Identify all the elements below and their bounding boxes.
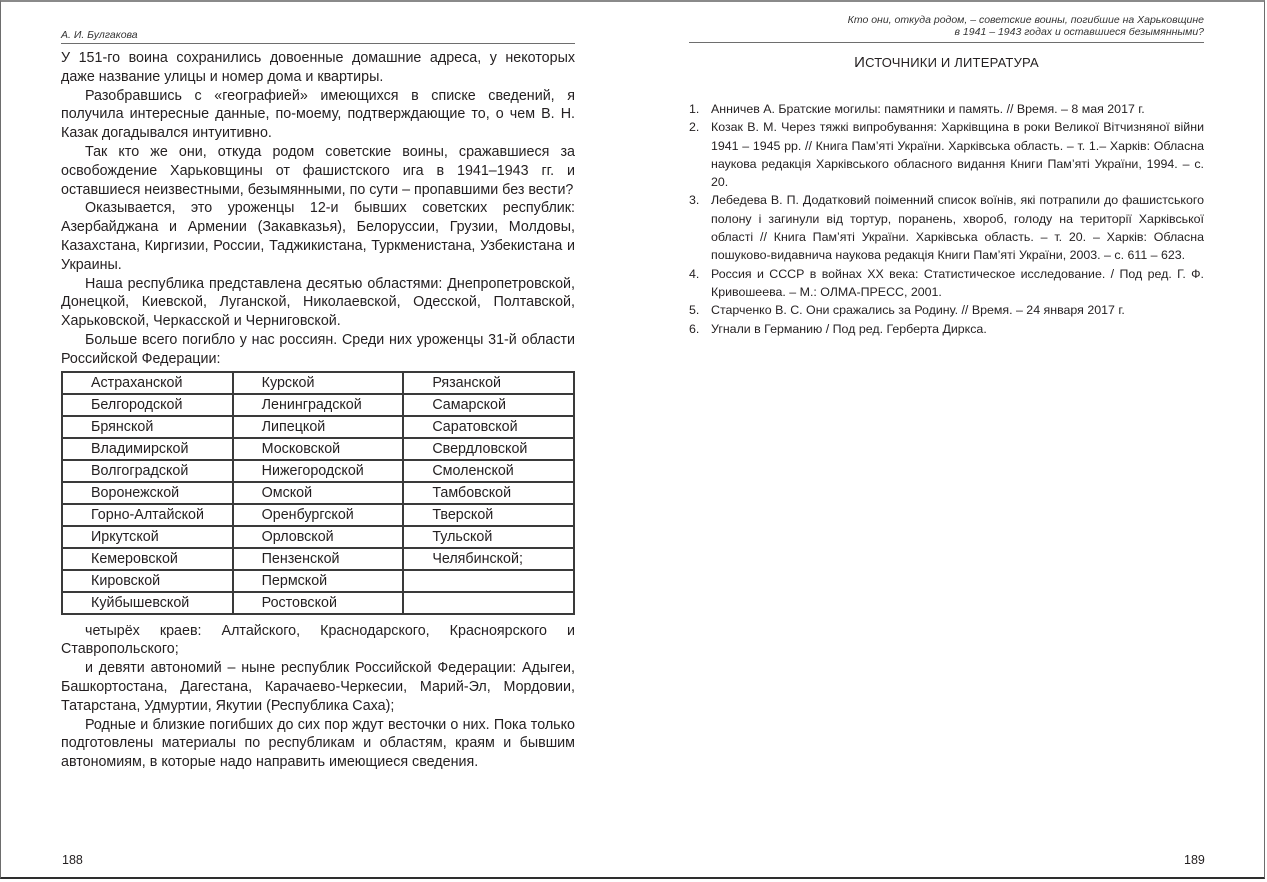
reference-number: 4. [689, 266, 700, 281]
paragraphs-after-table [61, 622, 575, 772]
paragraph: Оказывается, это уроженцы 12-и бывших советских республик: Азербайджана и Армении (Закавказья), Белоруссии, Грузии, Молдовы, Казахстана, Киргизии, России, Таджикистана, Туркменистана, Узбекистана и Украины. [61, 200, 575, 273]
paragraph: Разобравшись с «географией» имеющихся в списке сведений, я получила интересные данные, по-моему, подтверждающие то, о чем В. Н. Казак догадывался интуитивно. [61, 87, 575, 142]
reference-text: Старченко В. С. Они сражались за Родину. // Время. – 24 января 2017 г. [711, 303, 1125, 318]
regions-table [61, 371, 575, 615]
table-cell: Тверской [403, 504, 574, 526]
table-row [62, 504, 574, 526]
reference-item [689, 118, 1204, 191]
reference-item [689, 100, 1204, 118]
table-cell: Ростовской [233, 592, 404, 614]
reference-item [689, 320, 1204, 338]
table-cell: Горно-Алтайской [62, 504, 233, 526]
table-cell: Владимирской [62, 438, 233, 460]
table-cell: Омской [233, 482, 404, 504]
table-row [62, 438, 574, 460]
table-row [62, 416, 574, 438]
table-cell: Брянской [62, 416, 233, 438]
table-cell: Пензенской [233, 548, 404, 570]
table-row [62, 482, 574, 504]
paragraph: и девяти автономий – ныне республик Российской Федерации: Адыгеи, Башкортостана, Дагестана, Карачаево-Черкесии, Марий-Эл, Мордовии, Татарстана, Удмуртии, Якутии (Республика Саха); [61, 660, 575, 714]
paragraph: Так кто же они, откуда родом советские воины, сражавшиеся за освобождение Харьковщины от фашистского ига в 1941–1943 гг. и оставшиеся неизвестными, безымянными, по сути – пропавшими без вести? [61, 143, 575, 198]
references-list [689, 100, 1204, 338]
table-cell: Орловской [233, 526, 404, 548]
reference-number: 3. [689, 193, 700, 208]
table-cell: Ленинградской [233, 394, 404, 416]
running-head-line: Кто они, откуда родом, – советские воины, погибшие на Харьковщине [847, 14, 1204, 26]
reference-item [689, 301, 1204, 319]
section-title [689, 54, 1204, 71]
running-head-line: в 1941 – 1943 годах и оставшиеся безымянными? [954, 25, 1204, 38]
table-cell: Кемеровской [62, 548, 233, 570]
table-row [62, 526, 574, 548]
section-title-rest: СТОЧНИКИ И ЛИТЕРАТУРА [865, 55, 1039, 70]
table-row [62, 394, 574, 416]
table-row [62, 548, 574, 570]
table-row [62, 592, 574, 614]
table-cell: Курской [233, 372, 404, 394]
table-cell: Астраханской [62, 372, 233, 394]
reference-item [689, 191, 1204, 264]
table-cell: Свердловской [403, 438, 574, 460]
paragraphs-before-table [61, 49, 575, 369]
table-cell: Пермской [233, 570, 404, 592]
table-cell: Тульской [403, 526, 574, 548]
table-cell: Самарской [403, 394, 574, 416]
paragraph: У 151-го воина сохранились довоенные домашние адреса, у некоторых даже название улицы и номер дома и квартиры. [61, 50, 575, 85]
reference-text: Анничев А. Братские могилы: памятники и память. // Время. – 8 мая 2017 г. [711, 102, 1145, 116]
table-cell: Кировской [62, 570, 233, 592]
table-cell: Смоленской [403, 460, 574, 482]
table-cell: Саратовской [403, 416, 574, 438]
table-cell: Воронежской [62, 482, 233, 504]
table-cell: Куйбышевской [62, 592, 233, 614]
reference-text: Козак В. М. Через тяжкі випробування: Харківщина в роки Великої Вітчизняної війни 1941 – 1945 рр. // Книга Пам’яті України. Харківська область. – т. 1.– Харків: Обласна наукова редакція Харківського обласного видання Книги Пам’яті України, 1994. – с. 20. [711, 120, 1204, 190]
page-number-right: 189 [1184, 853, 1205, 867]
table-cell [403, 570, 574, 592]
table-cell: Челябинской; [403, 548, 574, 570]
paragraph: четырёх краев: Алтайского, Краснодарского, Красноярского и Ставропольского; [61, 622, 575, 658]
table-cell [403, 592, 574, 614]
paragraph: Наша республика представлена десятью областями: Днепропетровской, Донецкой, Киевской, Луганской, Николаевской, Одесской, Полтавской, Харьковской, Черкасской и Черниговской. [61, 275, 575, 330]
table-row [62, 570, 574, 592]
table-row [62, 372, 574, 394]
table-cell: Иркутской [62, 526, 233, 548]
table-cell: Тамбовской [403, 482, 574, 504]
running-head-title [689, 15, 1204, 43]
table-row [62, 460, 574, 482]
reference-item [689, 265, 1204, 302]
table-cell: Белгородской [62, 394, 233, 416]
page-number-left: 188 [62, 853, 83, 867]
left-body-text [61, 49, 575, 772]
table-cell: Нижегородской [233, 460, 404, 482]
paragraph: Родные и близкие погибших до сих пор ждут весточки о них. Пока только подготовлены материалы по республикам и областям, краям и бывшим автономиям, в которые надо направить имеющиеся сведения. [61, 716, 575, 771]
reference-number: 2. [689, 120, 700, 135]
table-cell: Рязанской [403, 372, 574, 394]
running-head-author: А. И. Булгакова [61, 29, 575, 44]
reference-text: Россия и СССР в войнах XX века: Статистическое исследование. / Под ред. Г. Ф. Кривошеева. – М.: ОЛМА-ПРЕСС, 2001. [711, 266, 1204, 299]
table-cell: Оренбургской [233, 504, 404, 526]
reference-number: 5. [689, 303, 700, 318]
section-title-initial: И [854, 54, 866, 71]
table-cell: Волгоградской [62, 460, 233, 482]
reference-text: Угнали в Германию / Под ред. Герберта Диркса. [711, 321, 987, 336]
reference-text: Лебедева В. П. Додатковий поіменний список воїнів, які потрапили до фашистського полону і загинули від тортур, поранень, хвороб, голоду на території Харківської області // Книга Пам’яті України. Харківська область. – т. 20. – Харків: Обласна пошуково-видавнича наукова редакція Книги Пам’яті України, 2003. – с. 611 – 623. [711, 193, 1204, 263]
paragraph: Больше всего погибло у нас россиян. Среди них уроженцы 31-й области Российской Федерации: [61, 331, 575, 367]
table-cell: Московской [233, 438, 404, 460]
reference-number: 6. [689, 321, 700, 336]
reference-number: 1. [689, 102, 700, 116]
table-cell: Липецкой [233, 416, 404, 438]
